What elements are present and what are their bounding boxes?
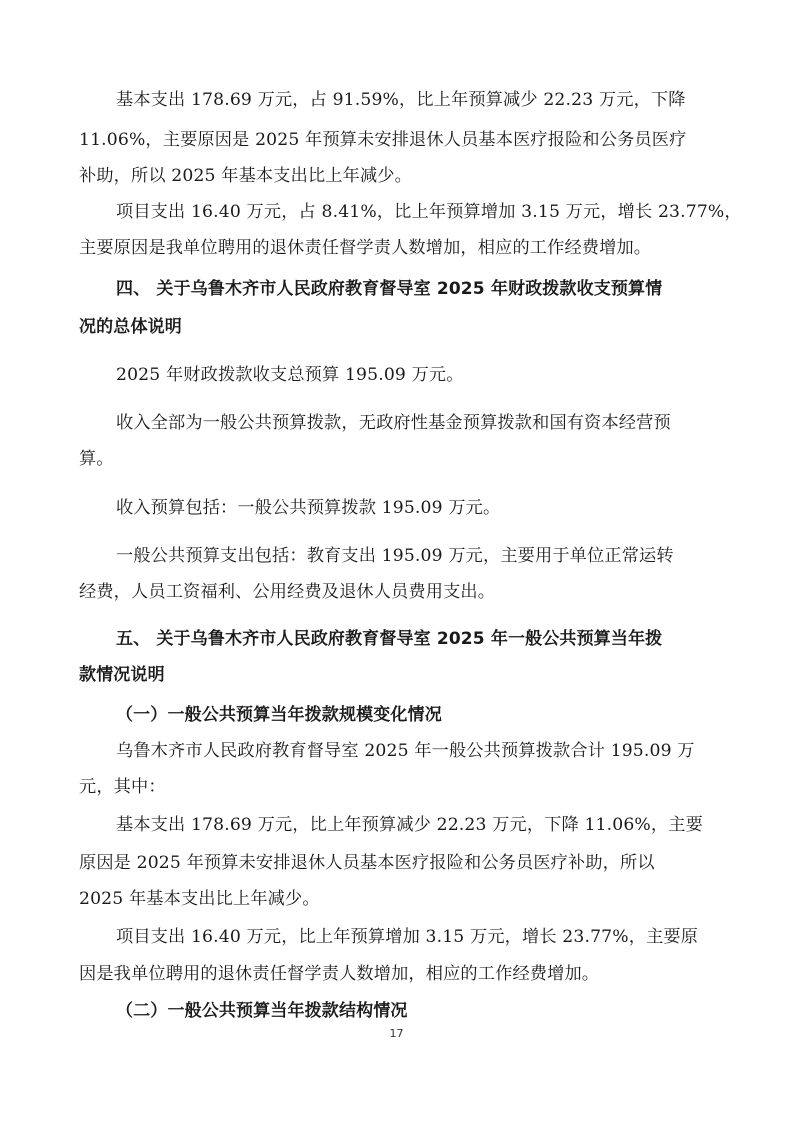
paragraph-line: 基本支出 178.69 万元，占 91.59%，比上年预算减少 22.23 万元，下降 [116, 90, 686, 110]
paragraph-line: 11.06%，主要原因是 2025 年预算未安排退休人员基本医疗报险和公务员医疗 [79, 130, 687, 150]
paragraph-line: 2025 年基本支出比上年减少。 [79, 889, 320, 909]
paragraph-line: 元，其中： [79, 777, 166, 797]
paragraph-line: 原因是 2025 年预算未安排退休人员基本医疗报险和公务员医疗补助，所以 [79, 853, 655, 873]
paragraph-line: 补助，所以 2025 年基本支出比上年减少。 [79, 166, 412, 186]
paragraph-line: 因是我单位聘用的退休责任督学责人数增加，相应的工作经费增加。 [79, 964, 600, 984]
paragraph-line: 基本支出 178.69 万元，比上年预算减少 22.23 万元，下降 11.06%，主要 [116, 815, 703, 835]
section-heading: 四、 关于乌鲁木齐市人民政府教育督导室 2025 年财政拨款收支预算情 [116, 279, 663, 299]
section-heading: 款情况说明 [79, 665, 165, 685]
subsection-heading: （二）一般公共预算当年拨款结构情况 [116, 1001, 408, 1021]
paragraph-line: 收入全部为一般公共预算拨款，无政府性基金预算拨款和国有资本经营预 [116, 413, 671, 433]
paragraph-line: 收入预算包括：一般公共预算拨款 195.09 万元。 [116, 498, 501, 518]
subsection-heading: （一）一般公共预算当年拨款规模变化情况 [116, 705, 442, 725]
paragraph-line: 经费，人员工资福利、公用经费及退休人员费用支出。 [79, 582, 496, 602]
paragraph-line: 一般公共预算支出包括：教育支出 195.09 万元，主要用于单位正常运转 [116, 546, 674, 566]
section-heading: 五、 关于乌鲁木齐市人民政府教育督导室 2025 年一般公共预算当年拨 [116, 629, 663, 649]
paragraph-line: 2025 年财政拨款收支总预算 195.09 万元。 [116, 365, 464, 385]
paragraph-line: 乌鲁木齐市人民政府教育督导室 2025 年一般公共预算拨款合计 195.09 万 [116, 741, 695, 761]
page-number: 17 [389, 1027, 404, 1040]
paragraph-line: 算。 [79, 449, 114, 469]
paragraph-line: 项目支出 16.40 万元，比上年预算增加 3.15 万元，增长 23.77%，主要原 [116, 927, 699, 947]
paragraph-line: 项目支出 16.40 万元，占 8.41%，比上年预算增加 3.15 万元，增长 23.77%， [116, 202, 742, 222]
paragraph-line: 主要原因是我单位聘用的退休责任督学责人数增加，相应的工作经费增加。 [79, 238, 652, 258]
section-heading: 况的总体说明 [79, 317, 182, 337]
